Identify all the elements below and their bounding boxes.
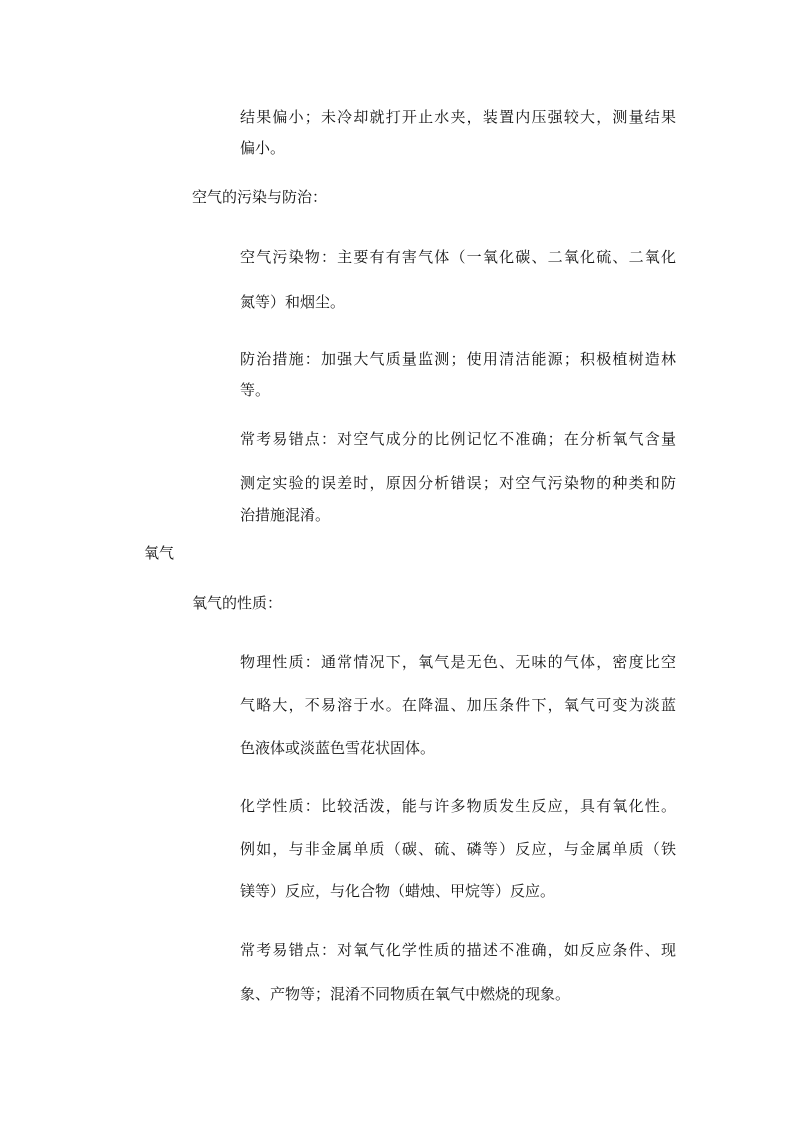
section-heading: 氧气 <box>144 544 175 562</box>
paragraph-line: 常考易错点：对氧气化学性质的描述不准确，如反应条件、现 <box>240 941 676 959</box>
paragraph-line: 等。 <box>240 381 271 399</box>
paragraph-line: 偏小。 <box>240 139 286 157</box>
subsection-heading: 氧气的性质： <box>192 594 283 612</box>
paragraph-line: 物理性质：通常情况下，氧气是无色、无味的气体，密度比空 <box>240 653 676 671</box>
paragraph-line: 常考易错点：对空气成分的比例记忆不准确；在分析氧气含量 <box>240 430 676 448</box>
paragraph-line: 治措施混淆。 <box>240 506 331 524</box>
paragraph-line: 氮等）和烟尘。 <box>240 293 346 311</box>
paragraph-line: 气略大，不易溶于水。在降温、加压条件下，氧气可变为淡蓝 <box>240 696 676 714</box>
paragraph-line: 化学性质：比较活泼，能与许多物质发生反应，具有氧化性。 <box>240 797 676 815</box>
paragraph-line: 防治措施：加强大气质量监测；使用清洁能源；积极植树造林 <box>240 350 676 368</box>
paragraph-line: 色液体或淡蓝色雪花状固体。 <box>240 739 436 757</box>
section-heading: 空气的污染与防治： <box>192 188 328 206</box>
paragraph-line: 空气污染物：主要有有害气体（一氧化碳、二氧化硫、二氧化 <box>240 248 676 266</box>
paragraph-line: 象、产物等；混淆不同物质在氧气中燃烧的现象。 <box>240 985 571 1003</box>
paragraph-line: 例如，与非金属单质（碳、硫、磷等）反应，与金属单质（铁 <box>240 840 676 858</box>
paragraph-line: 结果偏小；未冷却就打开止水夹，装置内压强较大，测量结果 <box>240 108 676 126</box>
paragraph-line: 镁等）反应，与化合物（蜡烛、甲烷等）反应。 <box>240 882 556 900</box>
paragraph-line: 测定实验的误差时，原因分析错误；对空气污染物的种类和防 <box>240 474 676 492</box>
